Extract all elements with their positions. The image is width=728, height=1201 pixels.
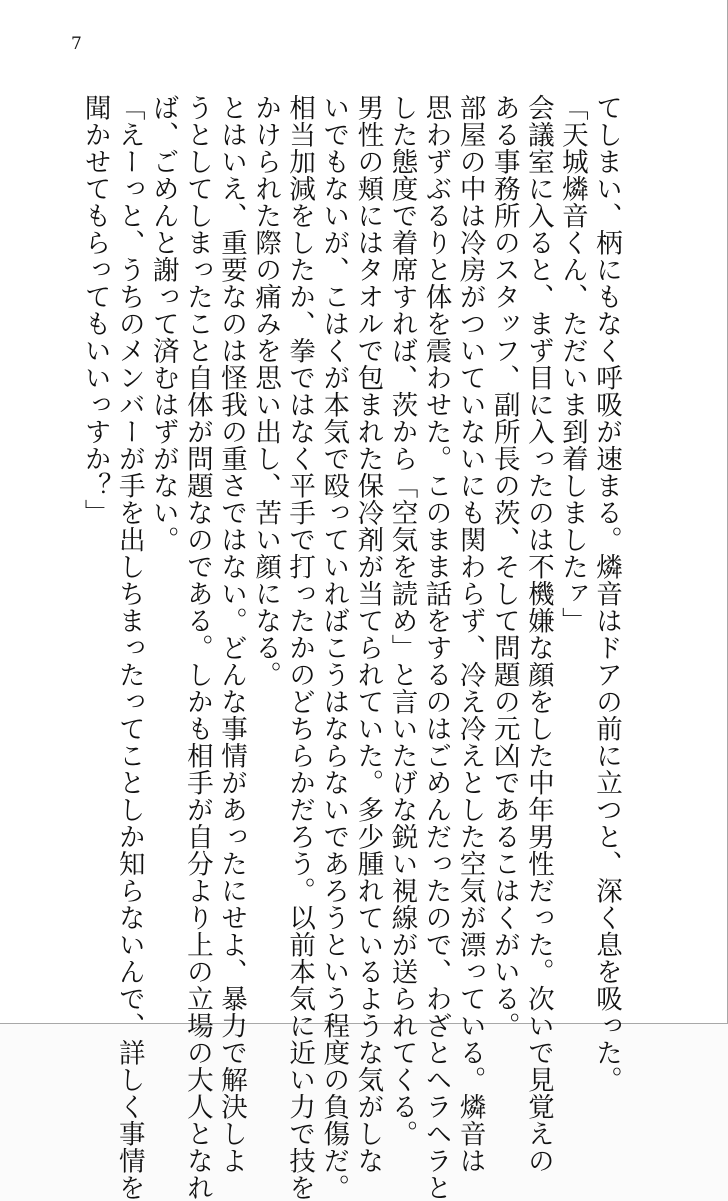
text-line: いでもないが、こはくが本気で殴っていればこうはならないであろうという程度の負傷だ。	[318, 94, 350, 1201]
text-line: した態度で着席すれば、茨から「空気を読め」と言いたげな鋭い視線が送られてくる。	[386, 94, 418, 1147]
text-line: 部屋の中は冷房がついていないにも関わらず、冷え冷えとした空気が漂っている。燐音は	[454, 94, 486, 1174]
text-line: ある事務所のスタッフ、副所長の茨、そして問題の元凶であるこはくがいる。	[488, 94, 520, 1039]
text-line: てしまい、柄にもなく呼吸が速まる。燐音はドアの前に立つと、深く息を吸った。	[591, 94, 622, 1093]
text-line: 「天城燐音くん、ただいま到着しましたァ」	[556, 94, 588, 634]
text-line: 聞かせてもらってもいいっすか？」	[79, 94, 111, 526]
text-line: うとしてしまったこと自体が問題なのである。しかも相手が自分より上の立場の大人となれ	[181, 94, 213, 1201]
text-line: 思わずぶるりと体を震わせた。このまま話をするのはごめんだったので、わざとヘラヘラと	[420, 94, 452, 1201]
vertical-body-text	[78, 94, 624, 1201]
text-line: とはいえ、重要なのは怪我の重さではない。どんな事情があったにせよ、暴力で解決しよ	[215, 94, 247, 1174]
text-line: 会議室に入ると、まず目に入ったのは不機嫌な顔をした中年男性だった。次いで見覚えの	[522, 94, 554, 1174]
text-line: かけられた際の痛みを思い出し、苦い顔になる。	[250, 94, 282, 688]
text-line: 相当加減をしたか、拳ではなく平手で打ったかのどちらかだろう。以前本気に近い力で技を	[284, 94, 316, 1201]
text-line: 男性の頬にはタオルで包まれた保冷剤が当てられていた。多少腫れているような気がしな	[352, 94, 384, 1174]
text-line: ば、ごめんと謝って済むはずがない。	[147, 94, 179, 553]
text-line: 「えーっと、うちのメンバーが手を出しちまったってことしか知らないんで、詳しく事情を	[113, 94, 145, 1201]
page-number: 7	[71, 34, 82, 54]
